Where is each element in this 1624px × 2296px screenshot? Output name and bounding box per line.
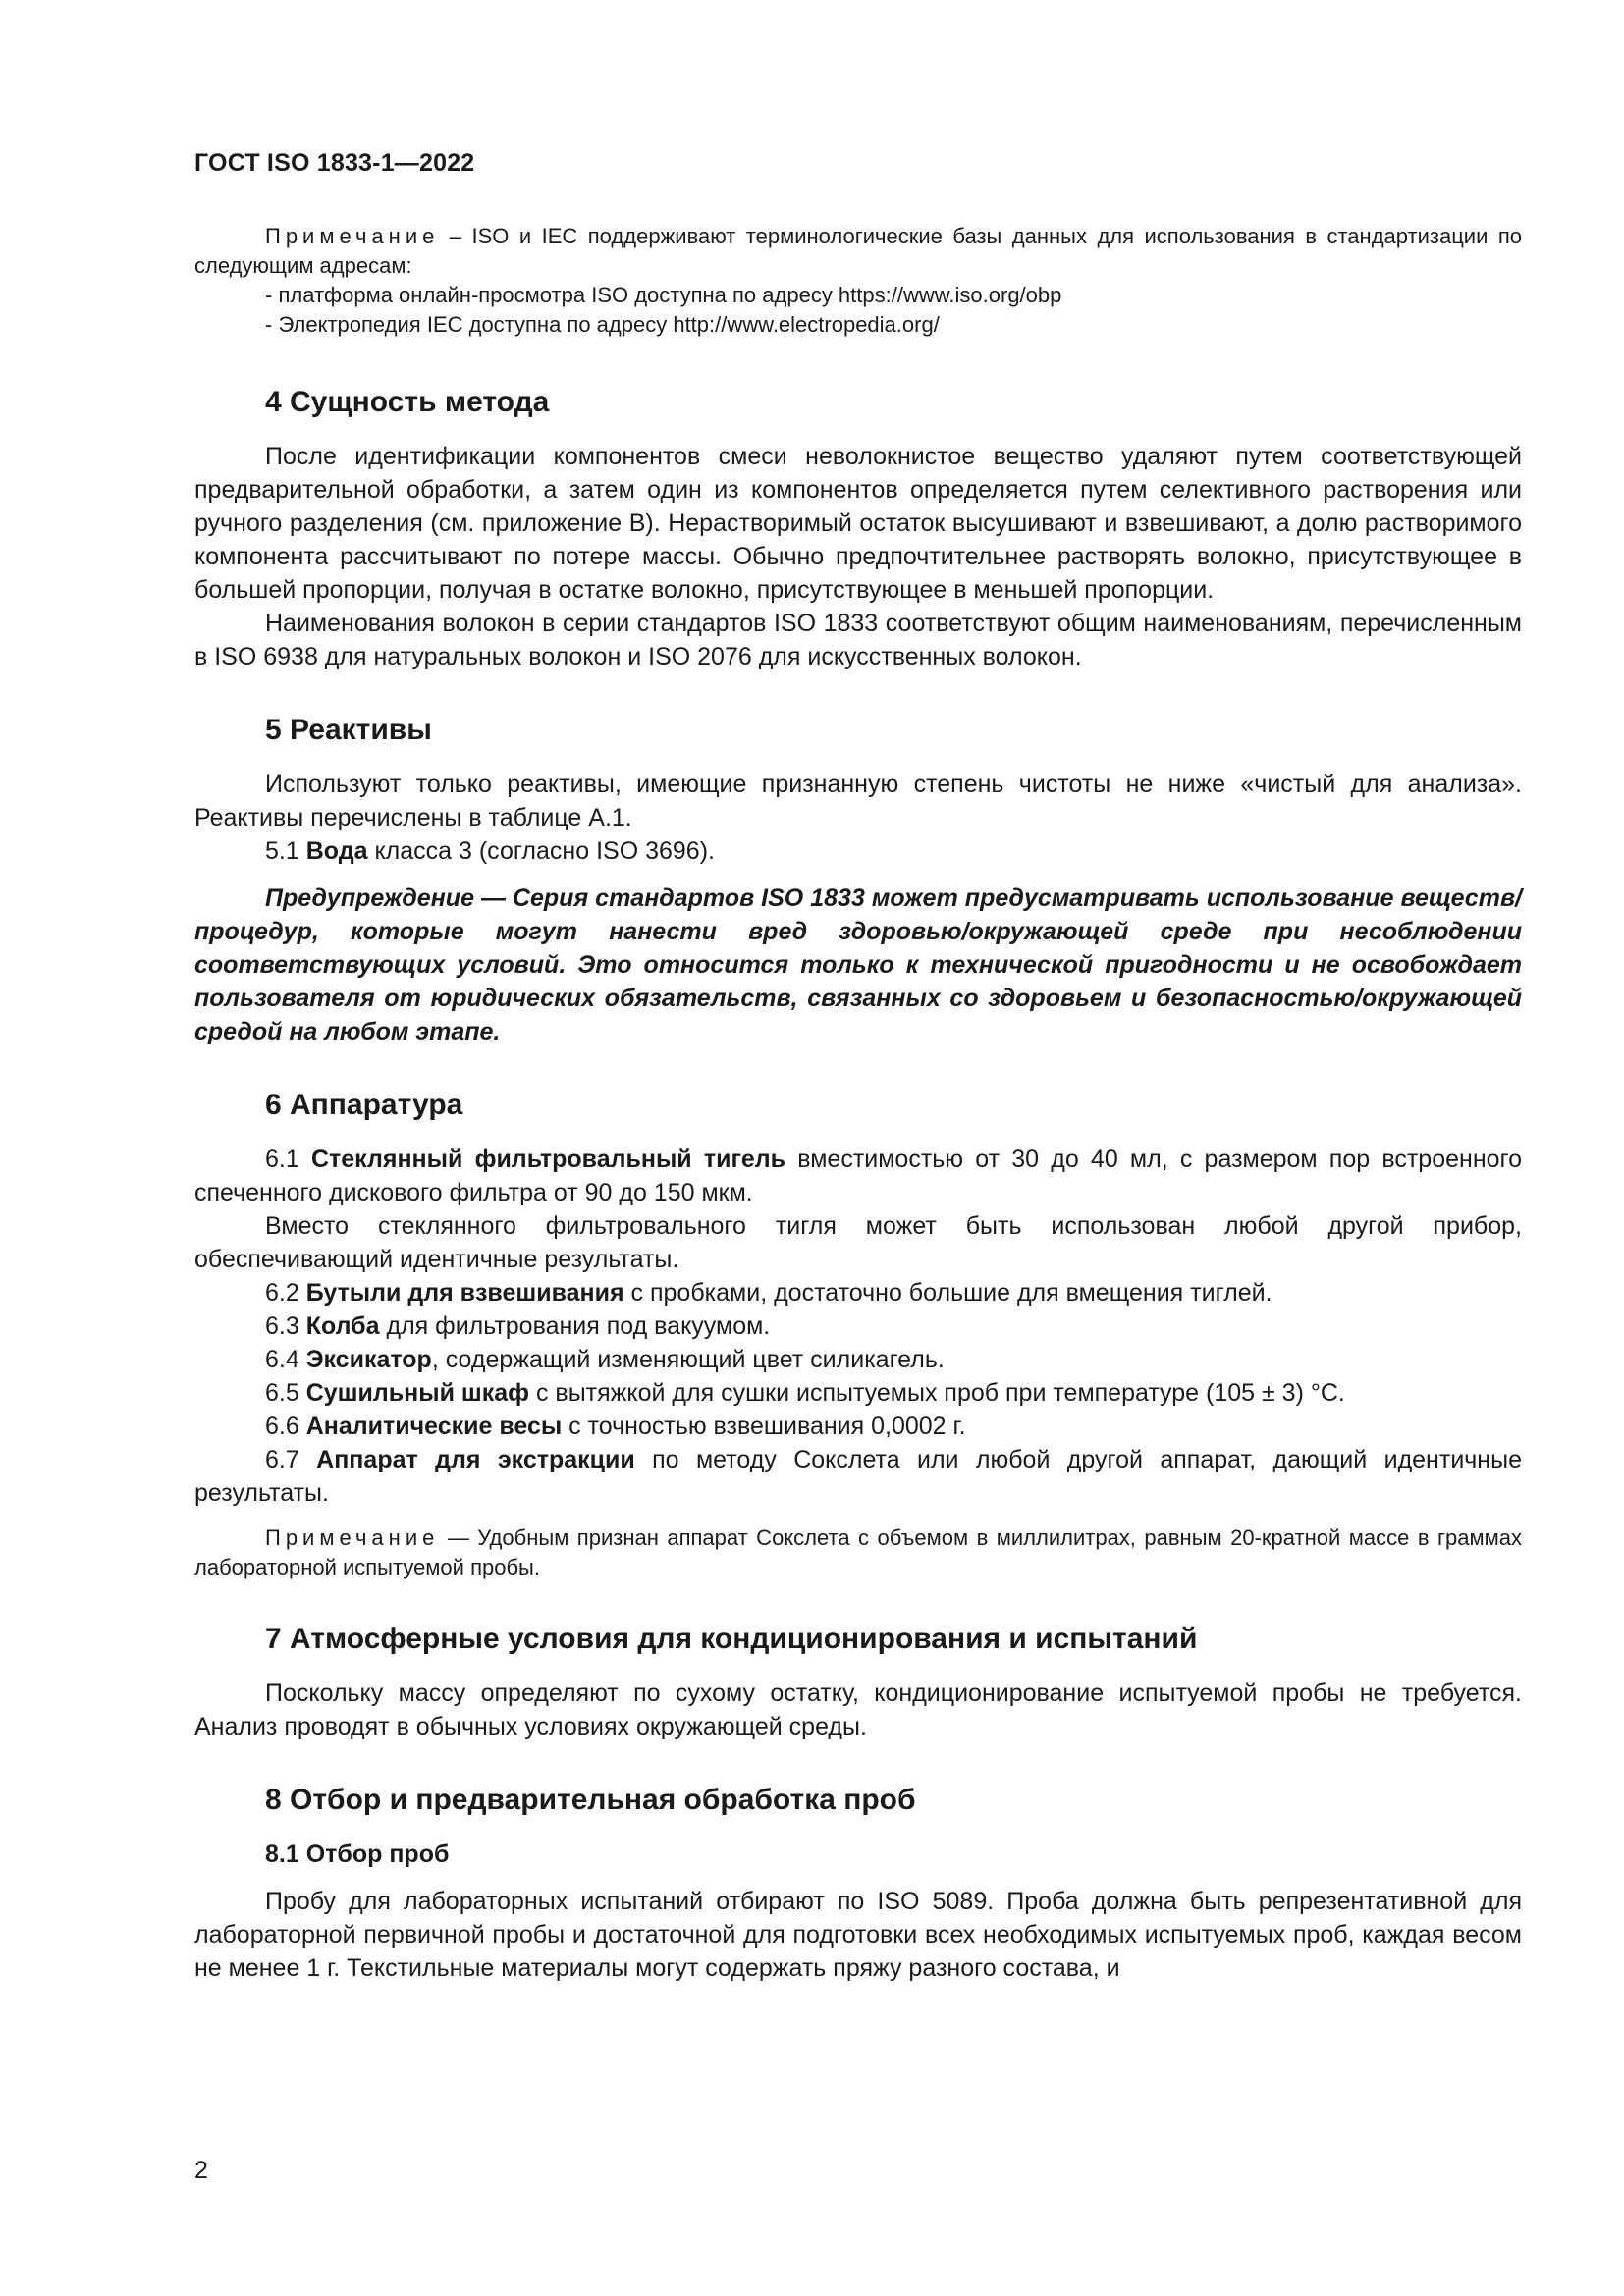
- section-heading-4: 4 Сущность метода: [265, 386, 550, 418]
- paragraph: Вместо стеклянного фильтровального тигля может быть использован любой другой прибор, обеспечивающий идентичные результаты.: [194, 1212, 1522, 1273]
- paragraph: Пробу для лабораторных испытаний отбирают по ISO 5089. Проба должна быть репрезентативной для лабораторной первичной пробы и достаточной для подготовки всех необходимых испытуемых проб, каждая весом не менее 1 г. Текстильные материалы могут содержать пряжу разного состава, и: [194, 1888, 1522, 1982]
- clause-5-1: [194, 834, 1522, 868]
- clause-number: 6.1: [265, 1146, 299, 1173]
- running-header: ГОСТ ISO 1833-1—2022: [194, 149, 475, 177]
- subsection-heading-8-1: 8.1 Отбор проб: [265, 1841, 450, 1868]
- clause-term: Вода: [305, 837, 368, 865]
- note-label: Примечание: [265, 1525, 440, 1550]
- clause-term: Бутыли для взвешивания: [305, 1279, 624, 1307]
- clause-number: 6.7: [265, 1446, 299, 1473]
- clause-number: 6.2: [265, 1279, 299, 1307]
- clause-term: Колба: [305, 1312, 380, 1340]
- clause-text: , содержащий изменяющий цвет силикагель.: [431, 1346, 945, 1373]
- clause-term: Стеклянный фильтровальный тигель: [310, 1146, 786, 1173]
- clause-text: класса 3 (согласно ISO 3696).: [367, 837, 715, 865]
- clause-number: 6.5: [265, 1379, 299, 1407]
- paragraph: Наименования волокон в серии стандартов ISO 1833 соответствуют общим наименованиям, перечисленным в ISO 6938 для натуральных волокон и ISO 2076 для искусственных волокон.: [194, 610, 1522, 670]
- clause-text: с вытяжкой для сушки испытуемых проб при температуре (105 ± 3) °С.: [529, 1379, 1345, 1407]
- clause-term: Аппарат для экстракции: [316, 1446, 635, 1473]
- clause-6-3: [194, 1309, 1522, 1343]
- paragraph: Поскольку массу определяют по сухому остатку, кондиционирование испытуемой пробы не требуется. Анализ проводят в обычных условиях окружающей среды.: [194, 1680, 1522, 1740]
- clause-number: 6.4: [265, 1346, 299, 1373]
- clause-term: Сушильный шкаф: [305, 1379, 530, 1407]
- note-terminology: [194, 222, 1522, 281]
- section-heading-6: 6 Аппаратура: [265, 1089, 463, 1121]
- clause-6-2: [194, 1276, 1522, 1309]
- clause-term: Аналитические весы: [305, 1413, 563, 1440]
- clause-text: по методу Сокслета или любой другой аппарат, дающий идентичные результаты.: [194, 1446, 1522, 1507]
- clause-number: 5.1: [265, 837, 299, 865]
- clause-text: для фильтрования под вакуумом.: [379, 1312, 771, 1340]
- paragraph: После идентификации компонентов смеси неволокнистое вещество удаляют путем соответствующей предварительной обработки, а затем один из компонентов определяется путем селективного растворения или ручного разделения (см. приложение В). Нерастворимый остаток высушивают и взвешивают, а долю растворимого компонента рассчитывают по потере массы. Обычно предпочтительнее растворять волокно, присутствующее в большей пропорции, получая в остатке волокно, присутствующее в меньшей пропорции.: [194, 443, 1522, 604]
- section-heading-5: 5 Реактивы: [265, 714, 432, 746]
- warning-paragraph: Предупреждение — Серия стандартов ISO 1833 может предусматривать использование веществ/процедур, которые могут нанести вред здоровью/окружающей среде при несоблюдении соответствующих условий. Это относится только к технической пригодности и не освобождает пользователя от юридических обязательств, связанных со здоровьем и безопасностью/окружающей средой на любом этапе.: [194, 884, 1522, 1045]
- note-soxhlet: [194, 1523, 1522, 1582]
- clause-6-7: [194, 1443, 1522, 1510]
- section-heading-7: 7 Атмосферные условия для кондиционирования и испытаний: [265, 1623, 1198, 1655]
- clause-number: 6.3: [265, 1312, 299, 1340]
- section-heading-8: 8 Отбор и предварительная обработка проб: [265, 1784, 916, 1816]
- clause-text: вместимостью от 30 до 40 мл, с размером пор встроенного спеченного дискового фильтра от 90 до 150 мкм.: [194, 1146, 1522, 1206]
- paragraph: Используют только реактивы, имеющие признанную степень чистоты не ниже «чистый для анализа». Реактивы перечислены в таблице А.1.: [194, 771, 1522, 831]
- list-item: - платформа онлайн-просмотра ISO доступна по адресу https://www.iso.org/obp: [265, 283, 1062, 307]
- page-number: 2: [194, 2157, 208, 2184]
- note-label: Примечание: [265, 224, 440, 248]
- clause-text: с пробками, достаточно большие для вмещения тиглей.: [623, 1279, 1272, 1307]
- clause-text: с точностью взвешивания 0,0002 г.: [562, 1413, 966, 1440]
- note-text: – ISO и IEC поддерживают терминологические базы данных для использования в стандартизации по следующим адресам:: [194, 224, 1522, 278]
- list-item: - Электропедия IEC доступна по адресу http://www.electropedia.org/: [265, 312, 940, 337]
- clause-6-5: [194, 1376, 1522, 1410]
- clause-number: 6.6: [265, 1413, 299, 1440]
- clause-term: Эксикатор: [305, 1346, 432, 1373]
- clause-6-6: [194, 1410, 1522, 1443]
- note-text: — Удобным признан аппарат Сокслета с объемом в миллилитрах, равным 20-кратной массе в граммах лабораторной испытуемой пробы.: [194, 1525, 1522, 1579]
- clause-6-1: [194, 1143, 1522, 1209]
- clause-6-4: [194, 1343, 1522, 1376]
- page-content: [194, 222, 1522, 1985]
